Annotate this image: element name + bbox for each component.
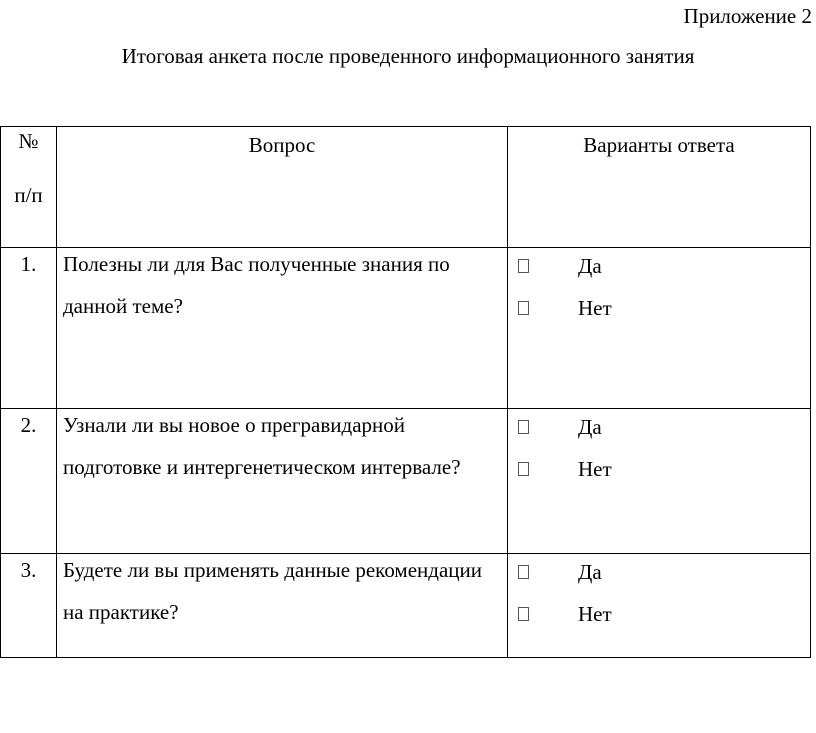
row-number: 3. xyxy=(1,554,57,658)
table-row xyxy=(1,409,811,554)
option-label: Да xyxy=(578,254,602,278)
checkbox-icon[interactable] xyxy=(518,420,529,434)
checkbox-icon[interactable] xyxy=(518,462,529,476)
option-label: Да xyxy=(578,560,602,584)
answer-options xyxy=(508,248,811,409)
header-answers: Варианты ответа xyxy=(508,127,811,248)
option-no[interactable] xyxy=(518,294,810,322)
option-no[interactable] xyxy=(518,600,810,628)
survey-table xyxy=(0,126,811,658)
row-number: 1. xyxy=(1,248,57,409)
table-row xyxy=(1,554,811,658)
header-number-pp: п/п xyxy=(14,183,43,207)
checkbox-icon[interactable] xyxy=(518,565,529,579)
answer-options xyxy=(508,554,811,658)
checkbox-icon[interactable] xyxy=(518,301,529,315)
row-number: 2. xyxy=(1,409,57,554)
option-label: Нет xyxy=(578,602,612,626)
appendix-label: Приложение 2 xyxy=(683,4,812,28)
header-question: Вопрос xyxy=(57,127,508,248)
answer-options xyxy=(508,409,811,554)
option-yes[interactable] xyxy=(518,413,810,441)
header-number-symbol: № xyxy=(18,129,39,153)
question-text: Будете ли вы применять данные рекомендации на практике? xyxy=(57,554,508,658)
option-yes[interactable] xyxy=(518,252,810,280)
option-label: Нет xyxy=(578,457,612,481)
question-text: Полезны ли для Вас полученные знания по данной теме? xyxy=(57,248,508,409)
document-title: Итоговая анкета после проведенного информационного занятия xyxy=(121,44,695,68)
option-yes[interactable] xyxy=(518,558,810,586)
header-number xyxy=(1,127,57,248)
table-header-row xyxy=(1,127,811,248)
option-label: Нет xyxy=(578,296,612,320)
question-text: Узнали ли вы новое о прегравидарной подготовке и интергенетическом интервале? xyxy=(57,409,508,554)
checkbox-icon[interactable] xyxy=(518,259,529,273)
table-row xyxy=(1,248,811,409)
option-no[interactable] xyxy=(518,455,810,483)
option-label: Да xyxy=(578,415,602,439)
checkbox-icon[interactable] xyxy=(518,607,529,621)
